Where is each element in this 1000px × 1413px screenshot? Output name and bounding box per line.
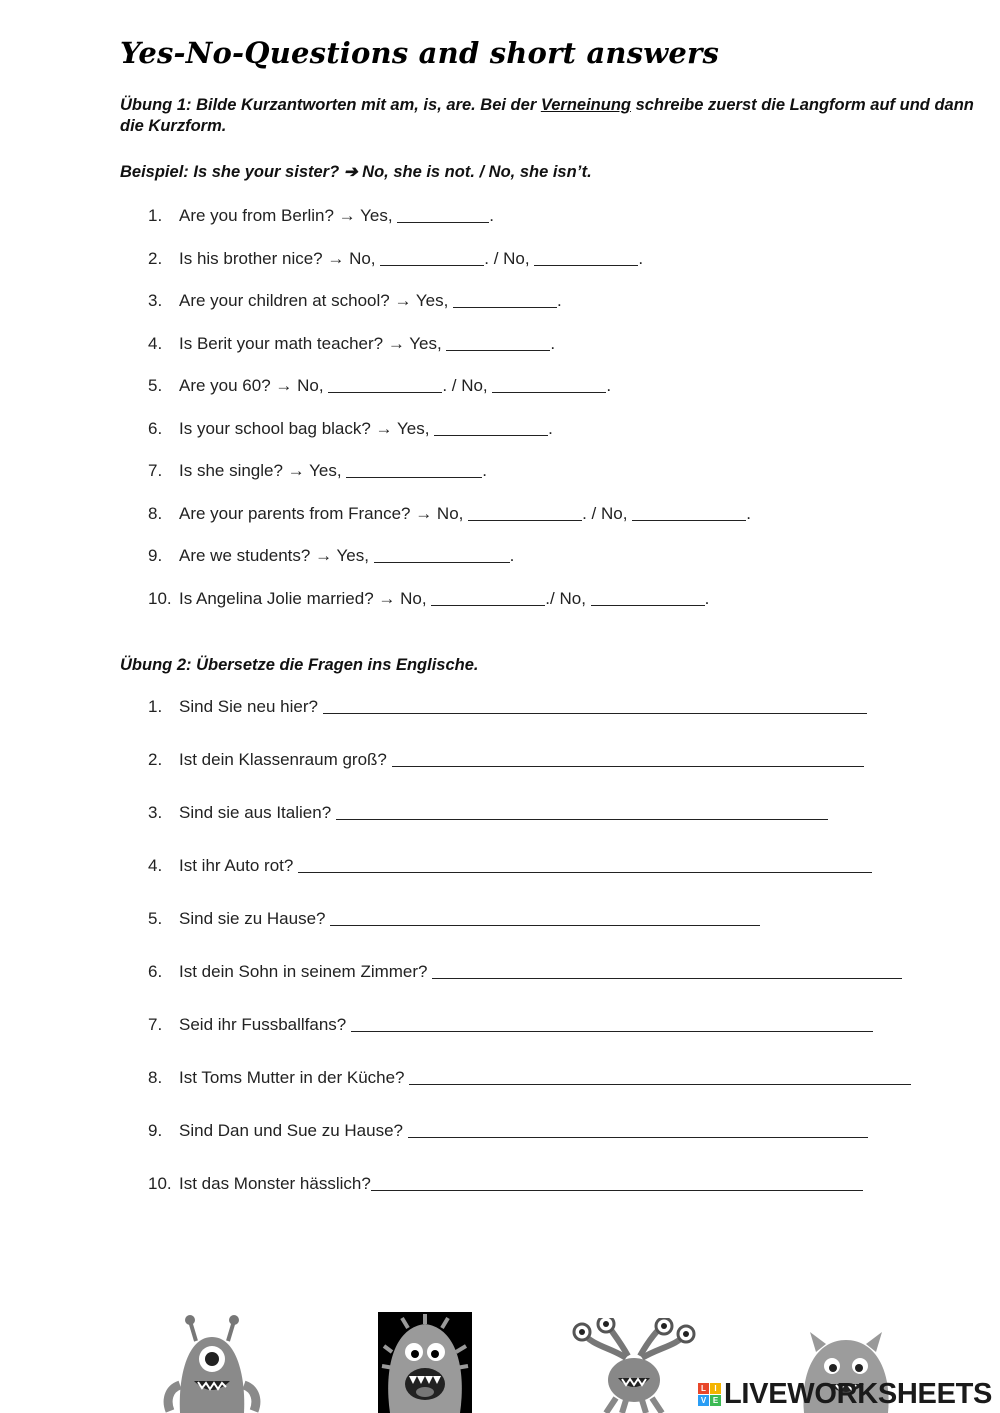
item-number: 10. — [148, 589, 172, 608]
item-number: 9. — [148, 1121, 163, 1140]
answer-blank-short[interactable] — [591, 589, 705, 606]
answer-blank[interactable] — [446, 334, 550, 351]
translation-blank[interactable] — [432, 962, 902, 979]
translation-blank[interactable] — [298, 856, 872, 873]
item-end: . — [704, 589, 710, 608]
item-number: 4. — [148, 334, 163, 353]
answer-blank-long[interactable] — [328, 376, 442, 393]
list-item — [148, 504, 751, 524]
liveworksheets-logo-icon — [698, 1383, 721, 1406]
item-number: 1. — [148, 697, 163, 716]
instruction-underlined: Verneinung — [540, 96, 631, 114]
item-number: 1. — [148, 206, 163, 225]
tentacle-monster-image — [572, 1318, 696, 1413]
item-text: Ist das Monster hässlich? — [179, 1174, 371, 1193]
item-text: Is your school bag black? → Yes, — [179, 419, 435, 438]
translation-blank[interactable] — [409, 1068, 911, 1085]
item-end: . — [638, 249, 644, 268]
item-text: Ist dein Sohn in seinem Zimmer? — [179, 962, 433, 981]
item-end: . — [548, 419, 553, 438]
item-number: 5. — [148, 909, 163, 928]
worksheet-title: Yes-No-Questions and short answers — [120, 36, 720, 70]
list-item — [148, 334, 555, 354]
list-item — [148, 962, 902, 982]
list-item — [148, 419, 553, 439]
list-item — [148, 206, 494, 226]
item-number: 6. — [148, 419, 163, 438]
list-item — [148, 291, 562, 311]
instruction-text-end: schreibe zuerst die Langform auf und dann die Kurzform. — [120, 96, 974, 135]
item-text: Sind sie zu Hause? — [179, 909, 331, 928]
item-end: . — [550, 334, 556, 353]
item-end: . — [557, 291, 562, 310]
translation-blank[interactable] — [392, 750, 864, 767]
translation-blank[interactable] — [408, 1121, 868, 1138]
logo-letter: L — [698, 1383, 709, 1394]
answer-blank-short[interactable] — [492, 376, 606, 393]
logo-letter: V — [698, 1395, 709, 1406]
list-item — [148, 1068, 911, 1088]
item-end: . — [606, 376, 612, 395]
list-item — [148, 909, 760, 929]
answer-blank-short[interactable] — [534, 249, 638, 266]
item-text: Sind sie aus Italien? — [179, 803, 336, 822]
exercise1-example: Beispiel: Is she your sister? ➔ No, she is not. / No, she isn’t. — [120, 163, 592, 181]
answer-blank[interactable] — [346, 461, 482, 478]
answer-blank-long[interactable] — [380, 249, 484, 266]
answer-blank[interactable] — [397, 206, 489, 223]
item-text: Seid ihr Fussballfans? — [179, 1015, 351, 1034]
item-text: Are we students? → Yes, — [179, 546, 374, 565]
item-text: Are your parents from France? → No, — [179, 504, 469, 523]
item-text: Sind Dan und Sue zu Hause? — [179, 1121, 408, 1140]
liveworksheets-brand — [698, 1376, 992, 1412]
answer-blank-long[interactable] — [468, 504, 582, 521]
hairy-monster-image — [378, 1312, 472, 1413]
item-text: Sind Sie neu hier? — [179, 697, 323, 716]
item-text: Are your children at school? → Yes, — [179, 291, 454, 310]
answer-blank-long[interactable] — [431, 589, 545, 606]
answer-blank[interactable] — [374, 546, 510, 563]
list-item — [148, 803, 828, 823]
exercise2-instruction: Übung 2: Übersetze die Fragen ins Englische. — [120, 656, 479, 674]
translation-blank[interactable] — [371, 1174, 863, 1191]
item-end: . — [482, 461, 488, 480]
translation-blank[interactable] — [330, 909, 760, 926]
item-end: . — [489, 206, 495, 225]
item-number: 3. — [148, 291, 163, 310]
list-item — [148, 546, 514, 566]
answer-blank-short[interactable] — [632, 504, 746, 521]
item-number: 2. — [148, 750, 163, 769]
item-text: Are you 60? → No, — [179, 376, 329, 395]
item-number: 5. — [148, 376, 163, 395]
item-text: Is his brother nice? → No, — [179, 249, 381, 268]
item-number: 8. — [148, 504, 163, 523]
item-text: Ist dein Klassenraum groß? — [179, 750, 392, 769]
item-mid: ./ No, — [545, 589, 591, 608]
translation-blank[interactable] — [323, 697, 867, 714]
list-item — [148, 1015, 873, 1035]
list-item — [148, 1121, 868, 1141]
item-mid: . / No, — [442, 376, 493, 395]
list-item — [148, 856, 872, 876]
list-item — [148, 750, 864, 770]
item-text: Ist Toms Mutter in der Küche? — [179, 1068, 410, 1087]
answer-blank[interactable] — [434, 419, 548, 436]
item-number: 10. — [148, 1174, 172, 1193]
instruction-text: Übung 1: Bilde Kurzantworten mit am, is, are. Bei der — [120, 96, 541, 114]
item-number: 3. — [148, 803, 163, 822]
list-item — [148, 249, 643, 269]
item-text: Is she single? → Yes, — [179, 461, 347, 480]
item-number: 7. — [148, 461, 163, 480]
one-eyed-monster-image — [160, 1315, 264, 1413]
translation-blank[interactable] — [351, 1015, 873, 1032]
list-item — [148, 589, 709, 609]
list-item — [148, 376, 611, 396]
item-mid: . / No, — [582, 504, 633, 523]
item-number: 7. — [148, 1015, 163, 1034]
item-number: 8. — [148, 1068, 163, 1087]
list-item — [148, 461, 487, 481]
item-mid: . / No, — [484, 249, 535, 268]
answer-blank[interactable] — [453, 291, 557, 308]
item-number: 6. — [148, 962, 163, 981]
item-text: Is Berit your math teacher? → Yes, — [179, 334, 447, 353]
exercise1-instruction — [120, 95, 980, 137]
item-end: . — [509, 546, 515, 565]
item-text: Ist ihr Auto rot? — [179, 856, 299, 875]
item-text: Are you from Berlin? → Yes, — [179, 206, 398, 225]
list-item — [148, 697, 867, 717]
item-text: Is Angelina Jolie married? → No, — [179, 589, 432, 608]
logo-letter: E — [710, 1395, 721, 1406]
logo-letter: I — [710, 1383, 721, 1394]
item-end: . — [746, 504, 751, 523]
item-number: 9. — [148, 546, 163, 565]
item-number: 4. — [148, 856, 163, 875]
list-item — [148, 1174, 863, 1194]
translation-blank[interactable] — [336, 803, 828, 820]
brand-name: LIVEWORKSHEETS — [724, 1377, 993, 1410]
item-number: 2. — [148, 249, 163, 268]
